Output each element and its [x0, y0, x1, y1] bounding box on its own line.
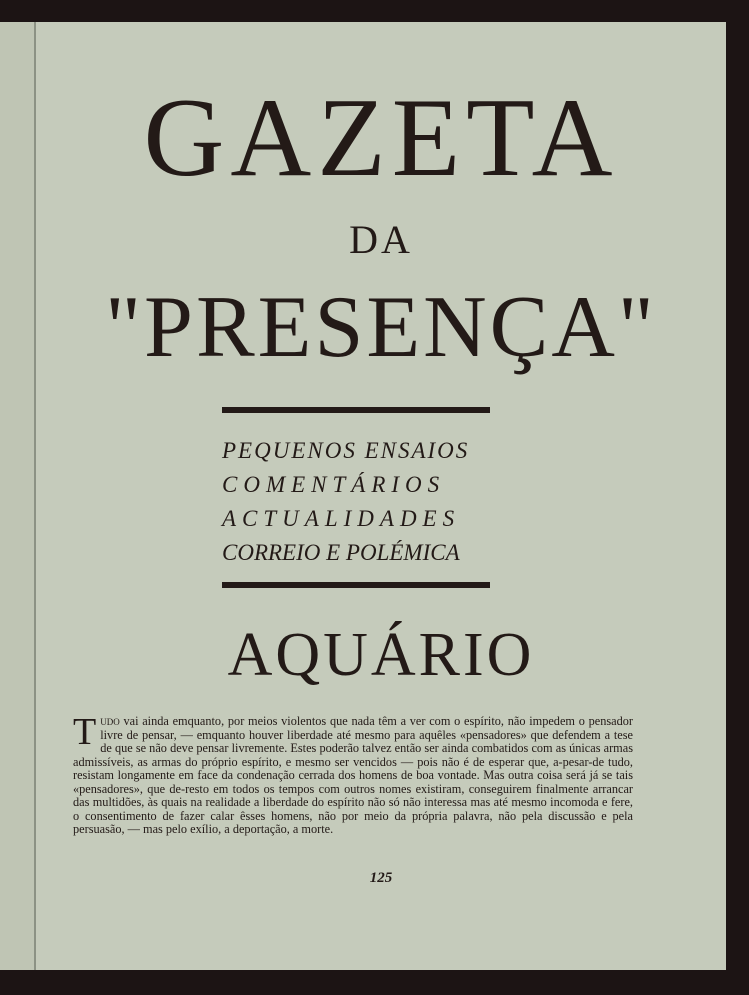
top-rule [222, 407, 490, 413]
page-number: 125 [369, 870, 393, 886]
facing-page-edge [0, 22, 36, 970]
section-pequenos-ensaios: PEQUENOS ENSAIOS [222, 438, 470, 463]
article-title: AQUÁRIO [227, 621, 535, 689]
bottom-rule [222, 582, 490, 588]
masthead-title-presenca: "PRESENÇA" [105, 279, 657, 376]
section-comentarios: COMENTÁRIOS [222, 472, 446, 497]
section-list [222, 434, 492, 570]
article-body [73, 711, 633, 837]
masthead-title-da: DA [349, 217, 413, 262]
masthead-title-gazeta: GAZETA [143, 76, 619, 200]
section-actualidades: ACTUALIDADES [222, 506, 461, 531]
article-lead-word: udo [100, 714, 120, 728]
article-text: vai ainda emquanto, por meios violentos que nada têm a ver com o espírito, não impedem o pensador livre de pensar, — emquanto houver liberdade até mesmo para aquêles «pensadores» que defendem a tese de que se não deve pensar livremente. Estes poderão talvez então ser ainda combatidos com as únicas armas admissíveis, as armas do próprio espírito, e mesmo ser vencidos — pois não é de esperar que, a-pesar-de tudo, resistam longamente em face da condenação cerrada dos homens de boa vontade. Mas outra coisa será já se tais «pensadores», que de-resto em todos os tempos com outros nomes existiram, conseguirem finalmente arrancar das multidões, às quais na realidade a liberdade do espírito não só não interessa mas até mesmo incomoda e fere, o consentimento de fazer calar êsses homens, não por meio da própria palavra, não pela discussão e pela persuasão, — mas pelo exílio, a deportação, a morte. [73, 714, 633, 836]
magazine-page [36, 22, 726, 970]
drop-cap: T [73, 711, 97, 753]
section-correio-e-polemica: CORREIO E POLÉMICA [222, 540, 460, 565]
